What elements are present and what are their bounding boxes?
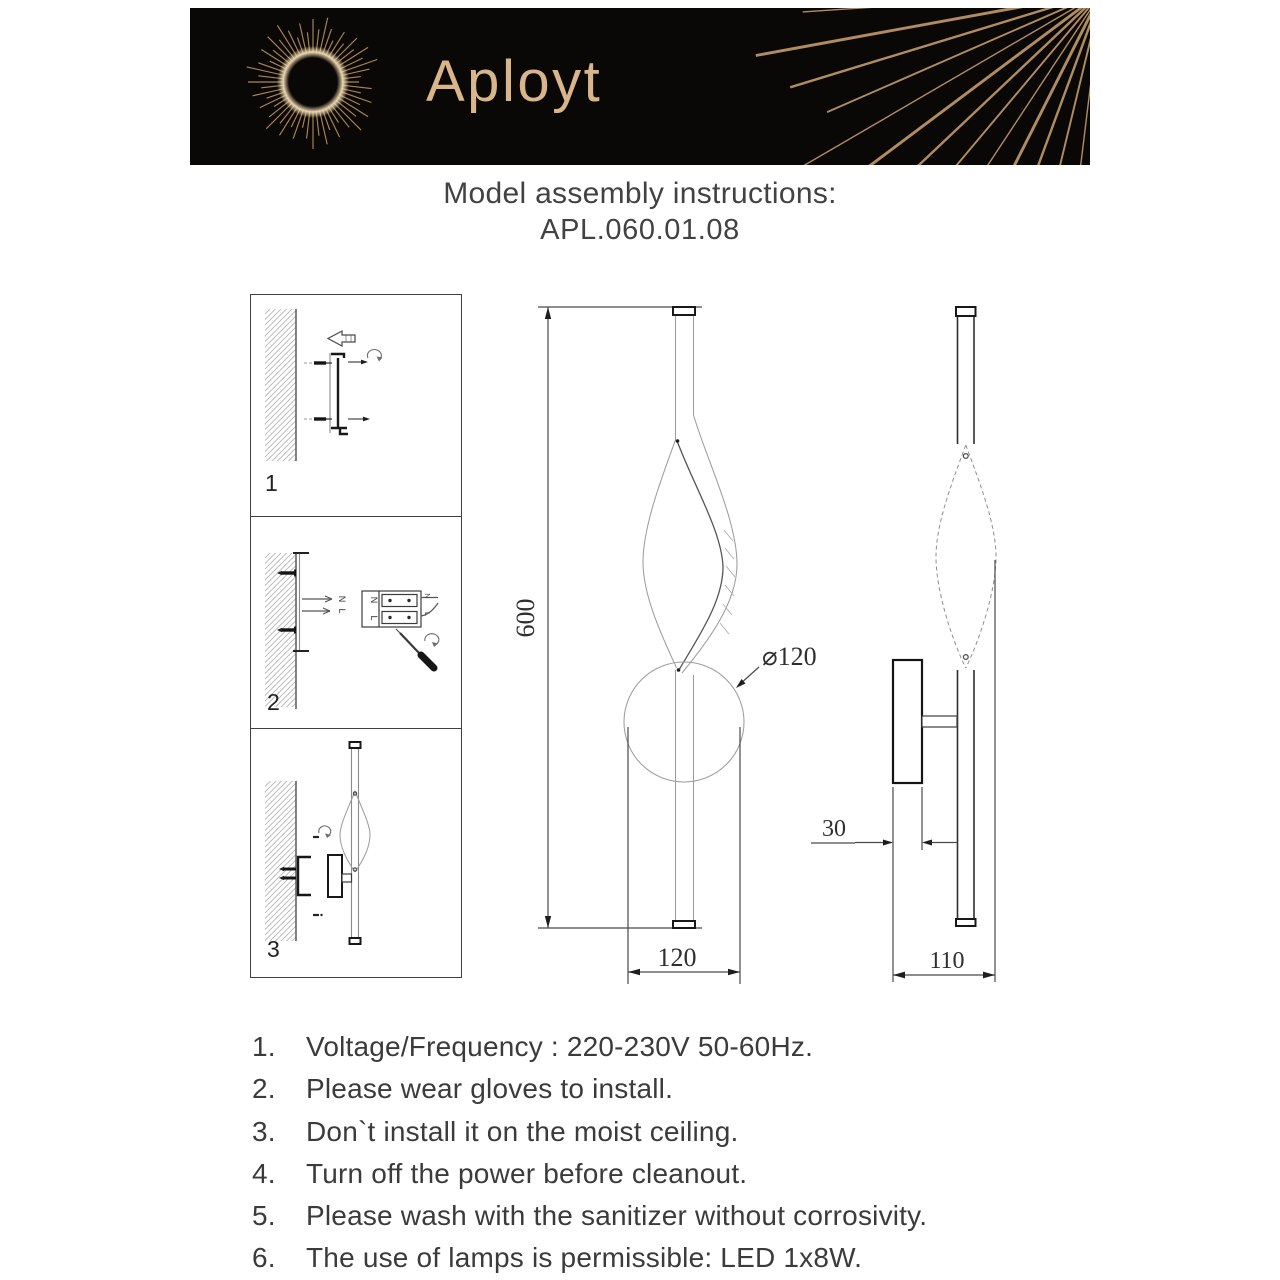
support-arm: [922, 716, 957, 727]
wall-hatching: [265, 309, 296, 461]
mounting-bracket: [330, 353, 348, 434]
leaf-left-edge: [643, 440, 677, 668]
lamp-front-outline: [624, 307, 744, 928]
instruction-item: [252, 1195, 1092, 1237]
height-dimension-label: 600: [511, 598, 540, 638]
instruction-item: [252, 1068, 1092, 1110]
exit-wire-label-neutral: N: [423, 593, 432, 599]
width-dimension-label: 120: [657, 943, 697, 972]
front-view-drawing: [510, 290, 850, 1000]
leaf-outer-right-edge: [682, 415, 737, 673]
screw-point: [963, 655, 968, 660]
sphere-outline: [624, 662, 744, 782]
diameter-callout: [736, 642, 817, 688]
height-dimension-600: [511, 307, 702, 928]
diameter-label: ⌀120: [762, 642, 817, 671]
step-2-diagram: [251, 517, 460, 726]
leaf-profile-dashed: [966, 445, 996, 668]
instruction-number: 3.: [252, 1115, 276, 1147]
instruction-number: 1.: [252, 1031, 276, 1062]
instruction-number: 2.: [252, 1073, 276, 1105]
instruction-text: Please wash with the sanitizer without corrosivity.: [306, 1200, 928, 1232]
step-number: 1: [265, 470, 278, 496]
leaf-profile-dashed: [936, 445, 966, 668]
instruction-list: [252, 1026, 1092, 1280]
push-direction-arrow-icon: [328, 331, 355, 346]
fastening-screw-icon: [313, 826, 331, 838]
step-1-diagram: [251, 295, 460, 513]
wire-label-live: L: [337, 608, 347, 614]
screwdriver-icon: [396, 629, 439, 668]
leaf-inner-right-edge: [678, 442, 724, 669]
step-panel-3: [251, 728, 461, 975]
corner-rays-icon: [756, 8, 1090, 165]
depth-dimension-30: [811, 787, 957, 850]
brand-banner: [190, 8, 1090, 165]
instruction-number: 6.: [252, 1242, 276, 1274]
supply-wires: [302, 596, 347, 614]
lamp-body-side: [328, 742, 370, 944]
instruction-item: [252, 1237, 1092, 1279]
screw-direction-arrow-icon: [348, 350, 383, 365]
instruction-item: [252, 1111, 1092, 1153]
side-width-dimension-label: 110: [929, 948, 965, 974]
step-panel-1: [251, 295, 461, 516]
step-panel-2: [251, 516, 461, 728]
side-view-drawing: [810, 290, 1010, 1000]
wall-plate: [893, 660, 922, 783]
page-title: Model assembly instructions:: [443, 177, 837, 210]
instruction-number: 5.: [252, 1200, 276, 1232]
instruction-text: Don`t install it on the moist ceiling.: [306, 1115, 739, 1147]
step-number: 3: [267, 936, 280, 962]
step-number: 2: [267, 689, 280, 715]
mounting-bracket: [298, 857, 311, 895]
exit-wire-label-live: L: [423, 611, 432, 617]
instruction-text: Voltage/Frequency : 220-230V 50-60Hz.: [306, 1031, 814, 1062]
instruction-text: The use of lamps is permissible: LED 1x8W.: [306, 1242, 863, 1274]
wire-label-neutral: N: [337, 595, 347, 603]
assembly-steps: [250, 294, 462, 978]
fastening-screw-icon: [313, 914, 323, 916]
lamp-side-outline: [893, 307, 996, 926]
instruction-text: Please wear gloves to install.: [306, 1073, 674, 1105]
terminal-label-neutral: N: [369, 596, 379, 604]
terminal-block: [362, 591, 438, 627]
sunburst-glow: [269, 38, 357, 126]
banner-art: [190, 8, 1090, 165]
screw-direction-arrow-icon: [348, 417, 370, 422]
leaf-shading: [720, 530, 735, 634]
step-3-diagram: [251, 729, 460, 973]
instruction-item: [252, 1026, 1092, 1068]
instruction-text: Turn off the power before cleanout.: [306, 1157, 748, 1189]
brand-logotype: Aployt: [426, 49, 603, 114]
model-number: APL.060.01.08: [540, 214, 740, 246]
instruction-item: [252, 1153, 1092, 1195]
terminal-label-live: L: [369, 615, 379, 621]
depth-dimension-label: 30: [822, 816, 846, 842]
width-dimension-120: [628, 727, 740, 984]
screw-point: [963, 454, 968, 459]
wall-hatching: [265, 781, 296, 941]
instruction-number: 4.: [252, 1157, 276, 1189]
